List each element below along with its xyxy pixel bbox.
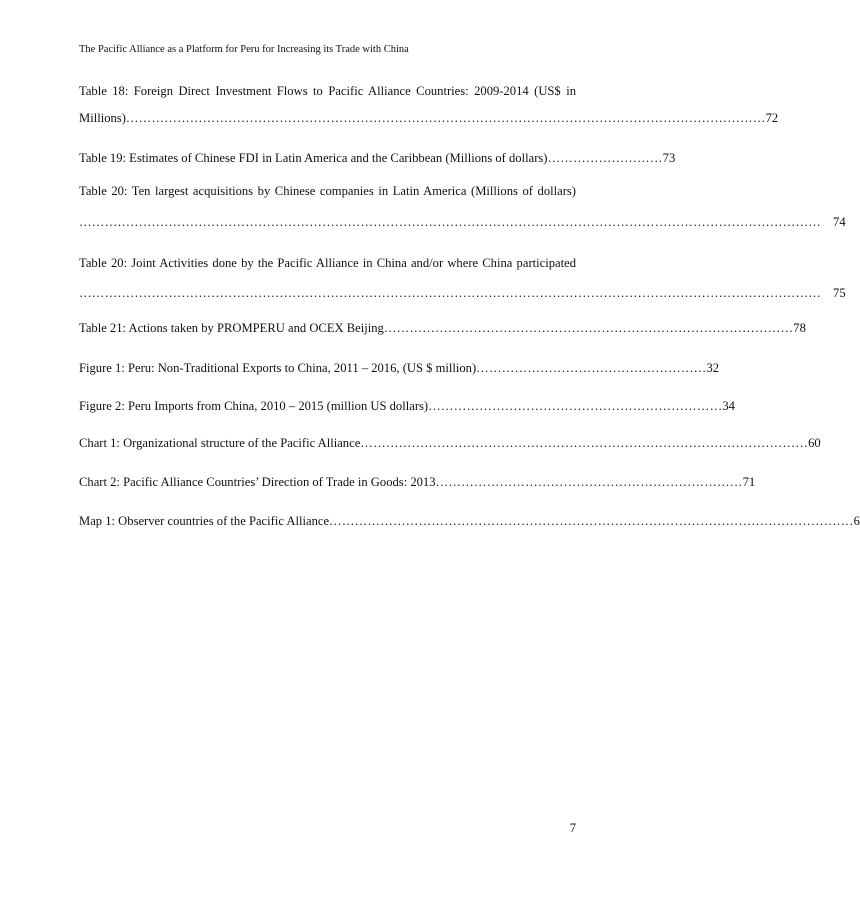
toc-page-number: 6 — [853, 514, 860, 528]
toc-entry-table-20-joint-line1: Table 20: Joint Activities done by the Pacific Alliance in China and/or where China participated — [79, 256, 576, 270]
toc-page-number: 32 — [706, 361, 720, 375]
toc-leader-dots: …………………………………………………………………………………… — [383, 321, 794, 335]
toc-page-number: 60 — [808, 436, 821, 450]
toc-leader-dots: ……………………… — [547, 151, 663, 165]
toc-entry-table-18-line2 — [79, 110, 779, 126]
toc-entry-text: Figure 2: Peru Imports from China, 2010 – 2015 (million US dollars) — [79, 399, 429, 413]
toc-leader-dots: …………………………………………………………… — [428, 399, 723, 413]
toc-entry-figure-2 — [79, 398, 735, 414]
toc-leader-dots: …………………………………………………………………………………………………………………………………… — [125, 111, 766, 125]
toc-entry-map-1 — [79, 513, 860, 529]
toc-entry-chart-1 — [79, 435, 821, 451]
toc-entry-chart-2 — [79, 474, 756, 490]
toc-leader-dots: ……………………………………………… — [476, 361, 707, 375]
toc-entry-figure-1 — [79, 360, 720, 376]
toc-leader-dots: ……………………………………………………………… — [435, 475, 743, 489]
toc-page-number: 75 — [833, 286, 846, 300]
toc-entry-text: Table 21: Actions taken by PROMPERU and OCEX Beijing — [79, 321, 384, 335]
toc-page-number: 73 — [662, 151, 676, 165]
toc-entry-table-19 — [79, 150, 676, 166]
toc-page-number: 72 — [765, 111, 779, 125]
toc-leader-dots: …………………………………………………………………………………………… — [360, 436, 809, 450]
toc-entry-text: Millions) — [79, 111, 126, 125]
toc-entry-text: Figure 1: Peru: Non-Traditional Exports to China, 2011 – 2016, (US $ million) — [79, 361, 477, 375]
toc-entry-text: Chart 2: Pacific Alliance Countries’ Direction of Trade in Goods: 2013 — [79, 475, 436, 489]
toc-entry-text: Map 1: Observer countries of the Pacific Alliance — [79, 514, 330, 528]
toc-entry-text: Chart 1: Organizational structure of the Pacific Alliance — [79, 436, 361, 450]
toc-page-number: 71 — [742, 475, 756, 489]
running-header: The Pacific Alliance as a Platform for Peru for Increasing its Trade with China — [79, 44, 409, 55]
toc-entry-text: Table 19: Estimates of Chinese FDI in Latin America and the Caribbean (Millions of dollars) — [79, 151, 548, 165]
toc-entry-table-18-line1: Table 18: Foreign Direct Investment Flows to Pacific Alliance Countries: 2009-2014 (US$ in — [79, 84, 576, 98]
page-number: 7 — [569, 821, 576, 835]
toc-leader-dots: ………………………………………………………………………………………………………………………………………………………… — [79, 215, 822, 229]
toc-entry-table-21 — [79, 320, 806, 336]
toc-entry-table-20-joint-line2 — [79, 285, 846, 301]
toc-page-number: 74 — [833, 215, 846, 229]
toc-page-number: 34 — [722, 399, 735, 413]
toc-entry-table-20-acquisitions-line2 — [79, 214, 846, 230]
toc-leader-dots: ………………………………………………………………………………………………………………………………………………………… — [79, 286, 822, 300]
toc-leader-dots: …………………………………………………………………………………………………………… — [329, 514, 854, 528]
toc-entry-table-20-acquisitions-line1: Table 20: Ten largest acquisitions by Chinese companies in Latin America (Millions of dollars) — [79, 184, 576, 198]
toc-page-number: 78 — [793, 321, 806, 335]
